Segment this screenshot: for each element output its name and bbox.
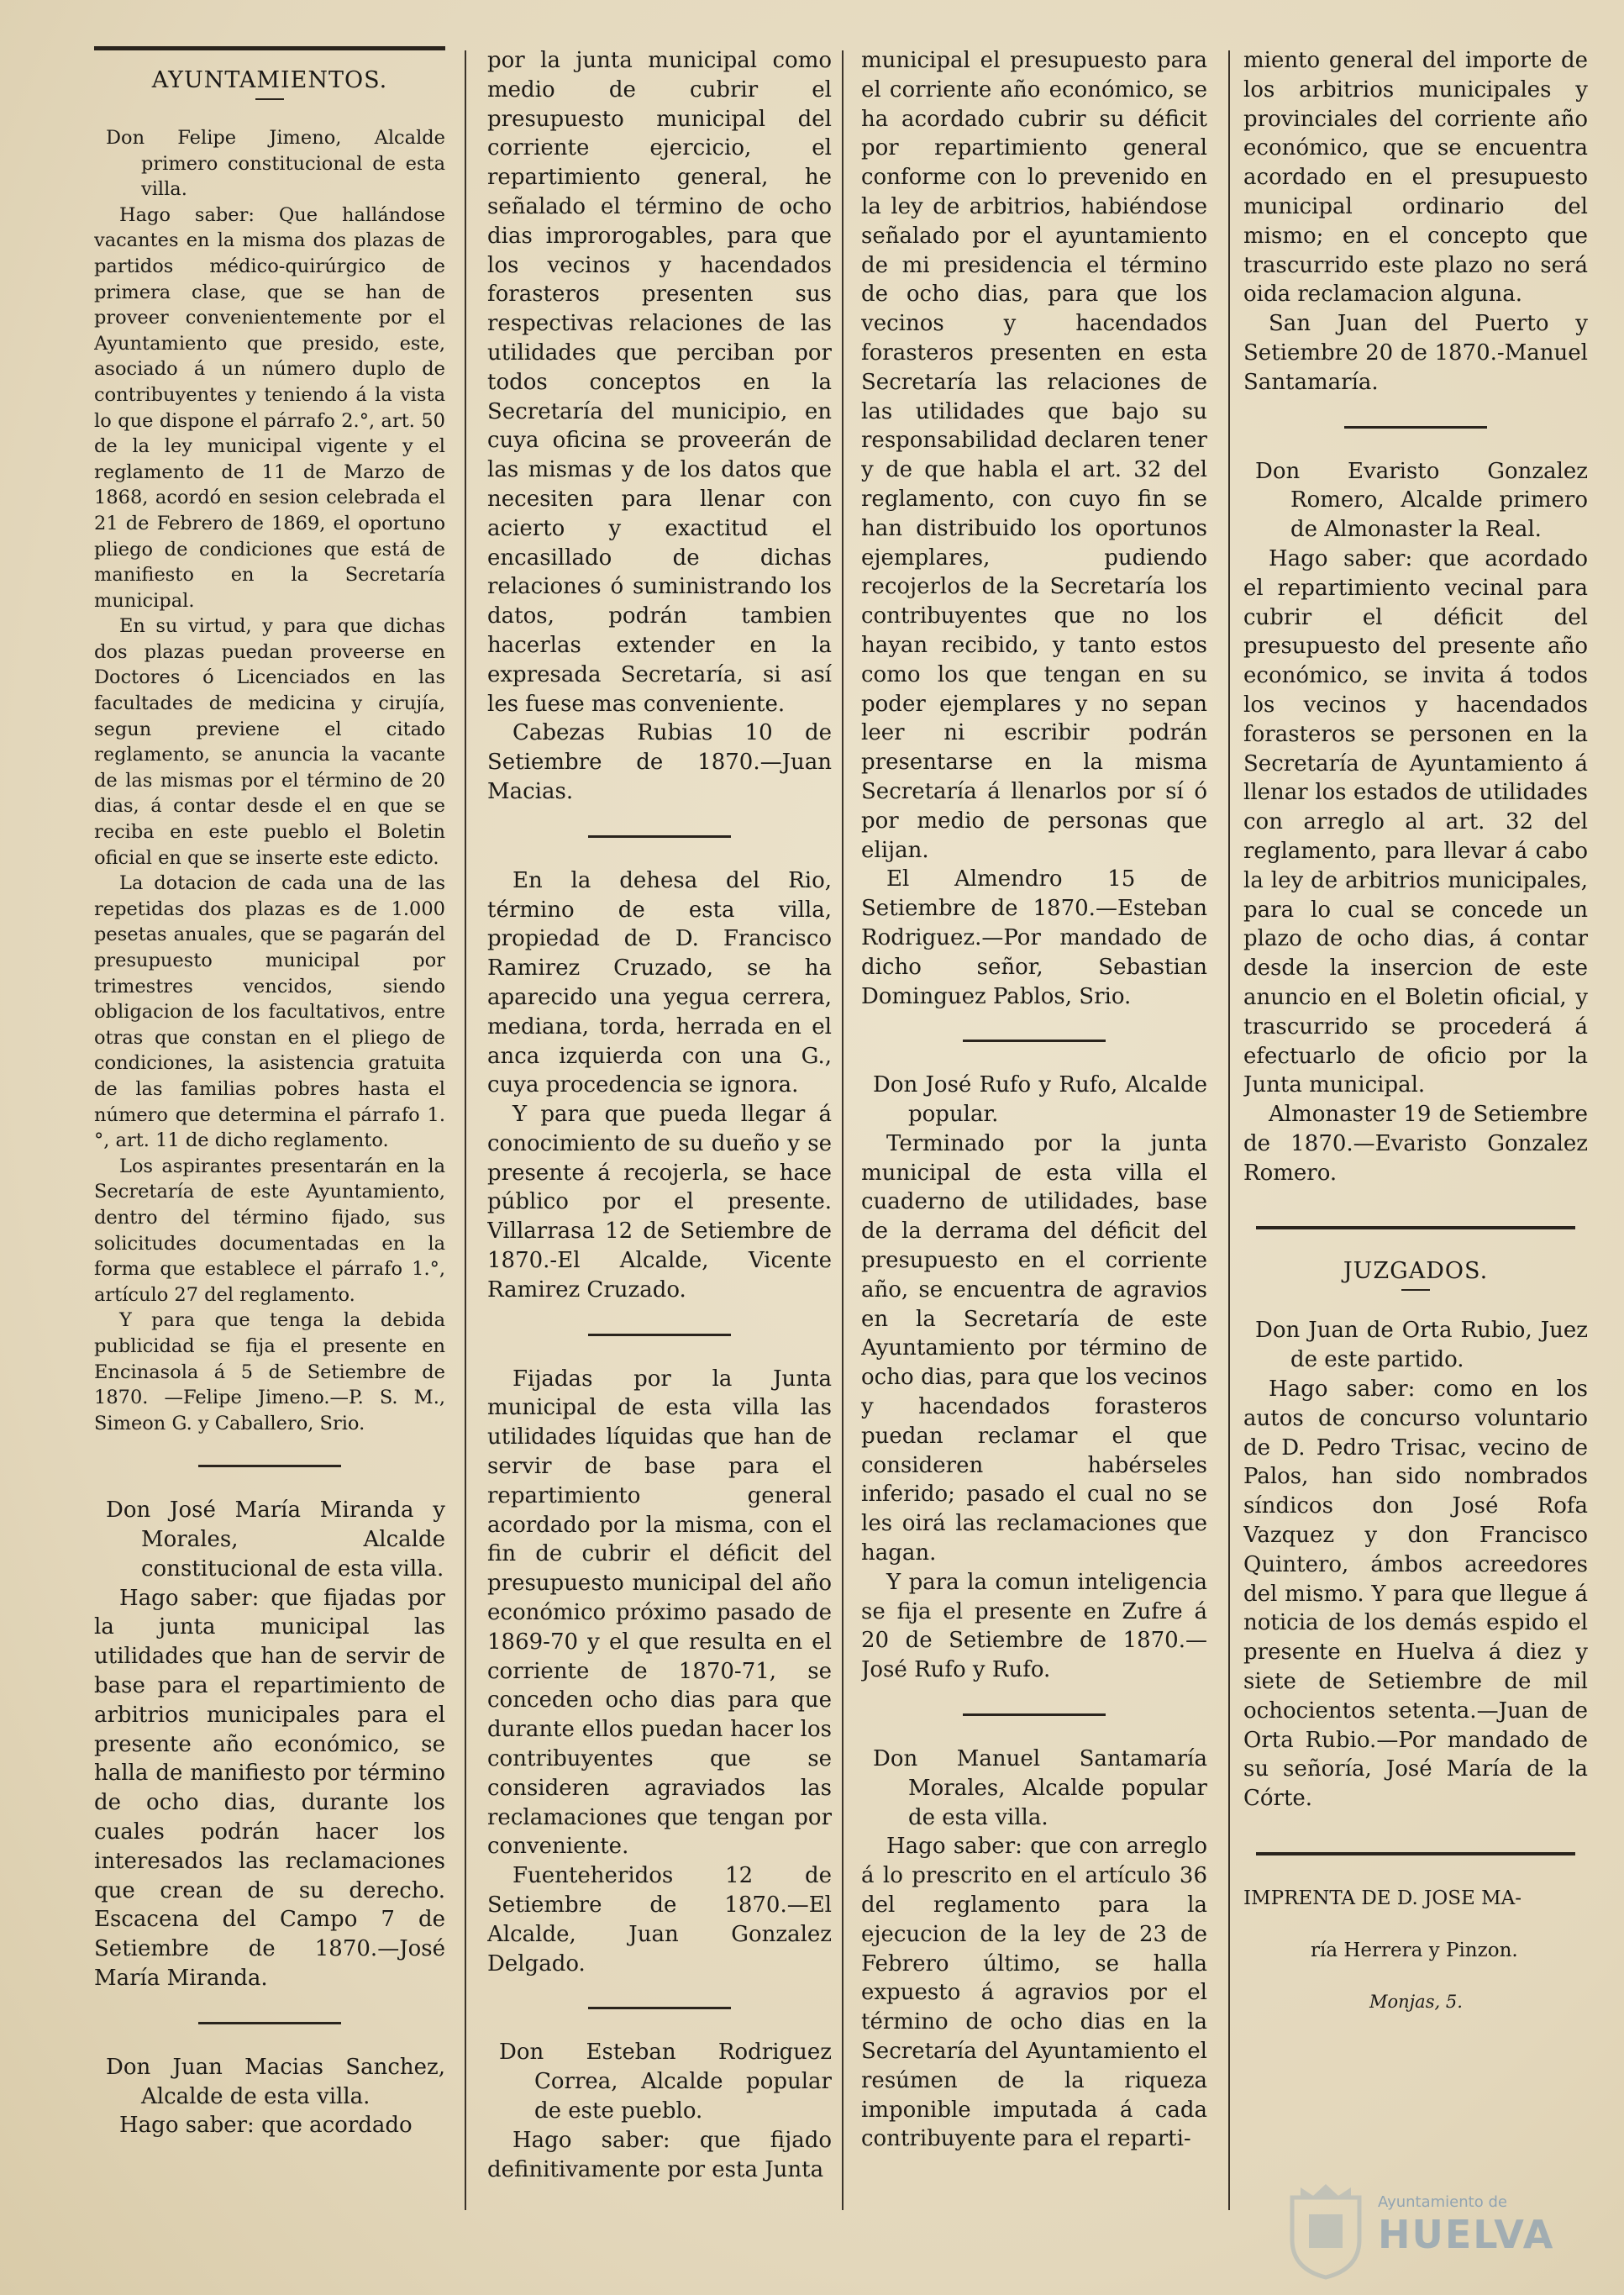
column-1: [94, 46, 445, 2140]
notice-paragraph: Hago saber: Que hallándose vacantes en la misma dos plazas de partidos médico-quirúrgico de primera clase, que se han de proveer convenientemente por el Ayuntamiento que presido, este, asociado á un número duplo de contribuyentes y teniendo á la vista lo que dispone el párrafo 2.°, art. 50 de la ley municipal vigente y el reglamento de 11 de Marzo de 1868, acordó en sesion celebrada el 21 de Febrero de 1869, el oportuno pliego de condiciones que está de manifiesto en la Secretaría municipal.: [94, 203, 445, 612]
section-rule: [1256, 1852, 1575, 1855]
notice-zufre: [861, 1071, 1207, 1685]
separator: [963, 1713, 1106, 1716]
section-heading-juzgados: JUZGADOS.: [1343, 1258, 1489, 1285]
notice-san-juan-cont: [1243, 46, 1588, 397]
notice-cabezas-rubias-cont: [487, 46, 832, 807]
notice-header: Don Juan Macias Sanchez, Alcalde de esta villa.: [106, 2054, 445, 2109]
notice-paragraph: Hago saber: que acordado: [119, 2113, 413, 2139]
imprint: [1243, 1884, 1588, 2012]
imprint-address: Monjas, 5.: [1369, 1992, 1463, 2013]
notice-header: Don Juan de Orta Rubio, Juez de este partido.: [1255, 1318, 1588, 1373]
notice-header: Don Manuel Santamaría Morales, Alcalde popular de esta villa.: [873, 1746, 1207, 1830]
notice-header: Don Esteban Rodriguez Correa, Alcalde popular de este pueblo.: [499, 2040, 832, 2124]
notice-paragraph: por la junta municipal como medio de cubrir el presupuesto municipal del corriente ejercicio, el repartimiento general, he señalado el término de ocho dias improrogables, para que los vecinos y hacendados forasteros presenten sus respectivas relaciones de las utilidades que perciban por todos conceptos en la Secretaría del municipio, en cuya oficina se proveerán de las mismas y de los datos que necesiten para llenar con acierto y exactitud el encasillado de dichas relaciones ó suministrando los datos, podrán tambien hacerlas extender en la expresada Secretaría, si así les fuese mas conveniente.: [487, 48, 832, 717]
notice-encinasola: [94, 125, 445, 1436]
notice-paragraph: La dotacion de cada una de las repetidas dos plazas es de 1.000 pesetas anuales, que se pagarán del presupuesto municipal por trimestres vencidos, siendo obligacion de los facultativos, entre otras que constan en el pliego de condiciones, la asistencia gratuita de las familias pobres hasta el número que determina el párrafo 1.°, art. 11 de dicho reglamento.: [94, 872, 445, 1152]
notice-huelva-juzgado: [1243, 1316, 1588, 1813]
notice-paragraph: miento general del importe de los arbitrios municipales y provinciales del corriente año económico, que se encuentra acordado en el presupuesto municipal ordinario del mismo; en el concepto que trascurrido este plazo no será oida reclamacion alguna.: [1243, 48, 1588, 308]
notice-header: Don José María Miranda y Morales, Alcalde constitucional de esta villa.: [106, 1498, 445, 1582]
notice-el-almendro-start: [487, 2038, 832, 2184]
separator: [198, 2022, 341, 2024]
notice-villarrasa: [487, 866, 832, 1305]
section-rule: [1256, 1226, 1575, 1229]
separator: [198, 1465, 341, 1467]
column-4: [1243, 46, 1588, 2012]
notice-paragraph: Hago saber: como en los autos de concurso voluntario de D. Pedro Trisac, vecino de Palos, han sido nombrados síndicos don José Rofa Vazquez y don Francisco Quintero, ámbos acreedores del mismo. Y para que llegue á noticia de los demás espido el presente en Huelva á diez y siete de Setiembre de mil ochocientos setenta.—Juan de Orta Rubio.—Por mandado de su señoría, José María de la Córte.: [1243, 1376, 1588, 1812]
notice-header: Don José Rufo y Rufo, Alcalde popular.: [873, 1072, 1207, 1128]
notice-paragraph: Hago saber: que fijado definitivamente por esta Junta: [487, 2127, 832, 2182]
separator: [588, 1334, 731, 1336]
notice-paragraph: En la dehesa del Rio, término de esta villa, propiedad de D. Francisco Ramirez Cruzado, se ha aparecido una yegua cerrera, mediana, torda, herrada en el anca izquierda con una G., cuya procedencia se ignora.: [487, 867, 832, 1098]
notice-paragraph: Hago saber: que acordado el repartimiento vecinal para cubrir el déficit del presupuesto del presente año económico, se invita á todos los vecinos y hacendados forasteros se personen en la Secretaría de Ayuntamiento á llenar los estados de utilidades con arreglo al art. 32 del reglamento, para llevar á cabo la ley de arbitrios municipales, para lo cual se concede un plazo de ocho dias, á contar desde la insercion de este anuncio en el Boletin oficial, y trascurrido se procederá á efectuarlo de oficio por la Junta municipal.: [1243, 545, 1588, 1098]
notice-almonaster: [1243, 457, 1588, 1188]
notice-signature: San Juan del Puerto y Setiembre 20 de 1870.-Manuel Santamaría.: [1243, 311, 1588, 395]
notice-el-almendro-cont: [861, 46, 1207, 1011]
notice-signature: El Almendro 15 de Setiembre de 1870.—Esteban Rodriguez.—Por mandado de dicho señor, Sebastian Dominguez Pablos, Srio.: [861, 866, 1207, 1009]
notice-header: Don Felipe Jimeno, Alcalde primero constitucional de esta villa.: [106, 127, 445, 201]
heading-dash: [255, 98, 284, 100]
notice-paragraph: municipal el presupuesto para el corriente año económico, se ha acordado cubrir su déficit por repartimiento general conforme con lo prevenido en la ley de arbitrios, habiéndose señalado por el ayuntamiento de mi presidencia el término de ocho dias, para que los vecinos y hacendados forasteros presenten en esta Secretaría las relaciones de las utilidades que bajo su responsabilidad declaren tener y de que habla el art. 32 del reglamento, con cuyo fin se han distribuido los oportunos ejemplares, pudiendo recojerlos de la Secretaría los contribuyentes que no los hayan recibido, y tanto estos como los que tengan en su poder ejemplares y no sepan leer ni escribir podrán presentarse en la misma Secretaría á llenarlos por sí ó por medio de personas que elijan.: [861, 48, 1207, 863]
notice-signature: Almonaster 19 de Setiembre de 1870.—Evaristo Gonzalez Romero.: [1243, 1102, 1588, 1186]
notice-paragraph: Terminado por la junta municipal de esta villa el cuaderno de utilidades, base de la derrama del déficit del presupuesto en el corriente año, se encuentra de agravios en la Secretaría de este Ayuntamiento por término de ocho dias, para que los vecinos y hacendados forasteros puedan reclamar el que consideren habérseles inferido; pasado el cual no se les oirá las reclamaciones que hagan.: [861, 1130, 1207, 1566]
section-top-rule: [94, 46, 445, 50]
notice-paragraph: Hago saber: que con arreglo á lo prescrito en el artículo 36 del reglamento para la ejecucion de la ley de 23 de Febrero último, se halla expuesto á agravios por el término de ocho dias en la Secretaría del Ayuntamiento el resúmen de la riqueza imponible imputada á cada contribuyente para el reparti-: [861, 1834, 1207, 2152]
notice-signature: Y para que tenga la debida publicidad se fija el presente en Encinasola á 5 de Setiembre de 1870. —Felipe Jimeno.—P. S. M., Simeon G. y Caballero, Srio.: [94, 1309, 445, 1434]
watermark-huelva: HUELVA: [1378, 2212, 1555, 2257]
separator: [588, 835, 731, 838]
separator: [963, 1040, 1106, 1042]
watermark-small-text: Ayuntamiento de: [1378, 2193, 1507, 2211]
notice-signature: Cabezas Rubias 10 de Setiembre de 1870.—Juan Macias.: [487, 720, 832, 804]
section-heading-ayuntamientos: AYUNTAMIENTOS.: [151, 67, 388, 93]
notice-escacena: [94, 1496, 445, 1993]
notice-paragraph: Fijadas por la Junta municipal de esta villa las utilidades líquidas que han de servir de base para el repartimiento general acordado por la misma, con el fin de cubrir el déficit del presupuesto municipal del año económico próximo pasado de 1869-70 y el que resulta en el corriente de 1870-71, se conceden ocho dias para que durante ellos puedan hacer los contribuyentes que se consideren agraviados las reclamaciones que tengan por conveniente.: [487, 1366, 832, 1860]
coat-of-arms-icon: [1284, 2181, 1368, 2282]
notice-fuenteheridos: [487, 1365, 832, 1979]
column-rule: [842, 50, 844, 2210]
imprint-line-2: ría Herrera y Pinzon.: [1311, 1940, 1518, 1962]
column-2: [487, 46, 832, 2184]
heading-dash: [1401, 1289, 1430, 1291]
separator: [1344, 426, 1487, 429]
notice-paragraph: Y para que pueda llegar á conocimiento de su dueño y se presente á recojerla, se hace público por el presente. Villarrasa 12 de Setiembre de 1870.-El Alcalde, Vicente Ramirez Cruzado.: [487, 1102, 832, 1303]
notice-san-juan-start: [861, 1745, 1207, 2154]
notice-paragraph: Y para la comun inteligencia se fija el presente en Zufre á 20 de Setiembre de 1870.—José Rufo y Rufo.: [861, 1569, 1207, 1683]
column-rule: [465, 50, 466, 2210]
notice-signature: Fuenteheridos 12 de Setiembre de 1870.—El Alcalde, Juan Gonzalez Delgado.: [487, 1863, 832, 1977]
notice-paragraph: Los aspirantes presentarán en la Secretaría de este Ayuntamiento, dentro del término fijado, sus solicitudes documentadas en la forma que establece el párrafo 1.°, artículo 27 del reglamento.: [94, 1155, 445, 1306]
imprint-line-1: IMPRENTA DE D. JOSE MA-: [1243, 1887, 1522, 1910]
column-rule: [1228, 50, 1230, 2210]
column-3: [861, 46, 1207, 2154]
notice-cabezas-rubias-start: [94, 2053, 445, 2140]
notice-paragraph: En su virtud, y para que dichas dos plazas puedan proveerse en Doctores ó Licenciados en las facultades de medicina y cirujía, segun previene el citado reglamento, se anuncia la vacante de las mismas por el término de 20 dias, á contar desde el en que se reciba en este pueblo el Boletin oficial en que se inserte este edicto.: [94, 615, 445, 869]
notice-paragraph: Hago saber: que fijadas por la junta municipal las utilidades que han de servir de base para el repartimiento de arbitrios municipales para el presente año económico, se halla de manifiesto por término de ocho dias, durante los cuales podrán hacer los interesados las reclamaciones que crean de su derecho. Escacena del Campo 7 de Setiembre de 1870.—José María Miranda.: [94, 1585, 445, 1992]
notice-header: Don Evaristo Gonzalez Romero, Alcalde primero de Almonaster la Real.: [1255, 458, 1588, 543]
separator: [588, 2007, 731, 2009]
